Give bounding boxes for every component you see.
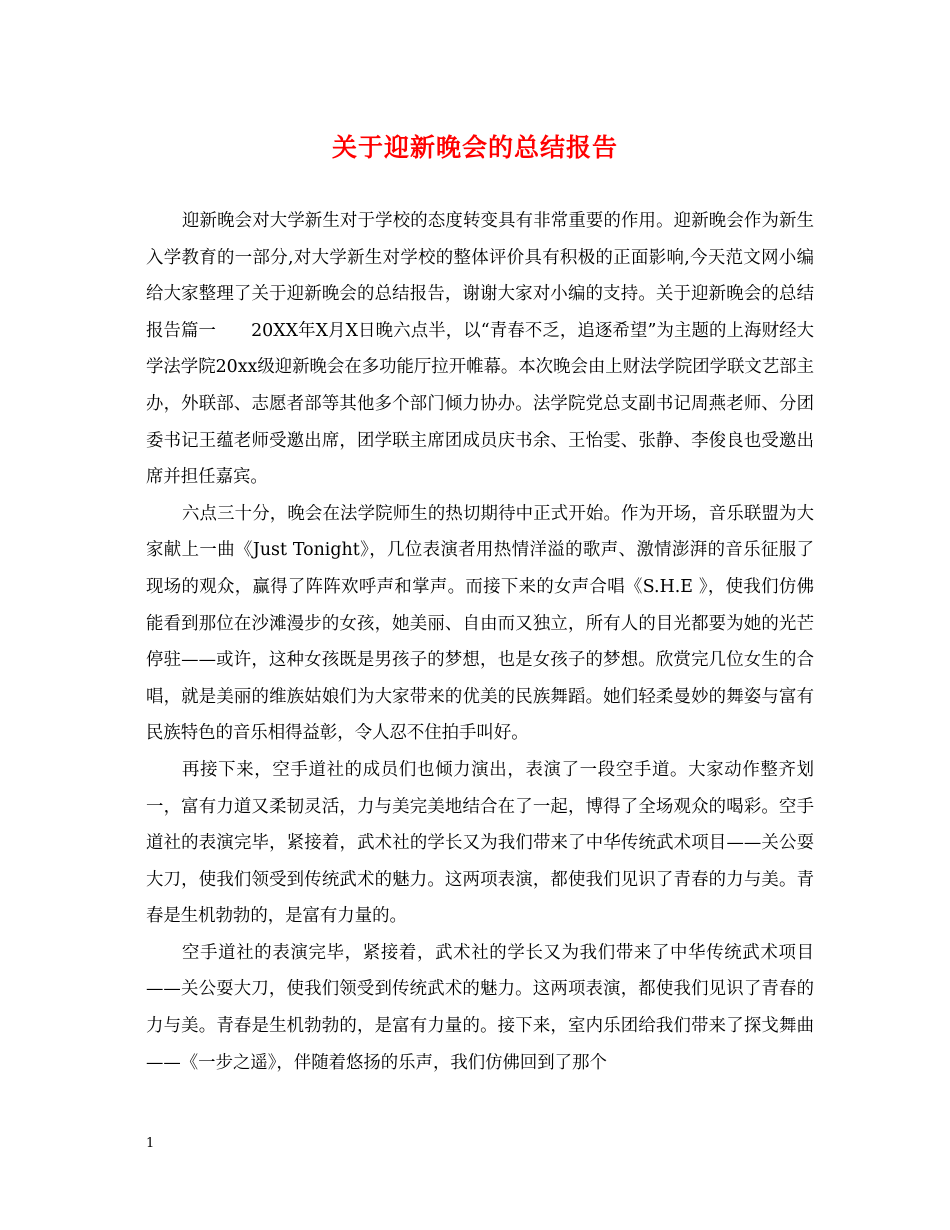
page-number: 1 [146, 1136, 155, 1151]
body-paragraph: 迎新晚会对大学新生对于学校的态度转变具有非常重要的作用。迎新晚会作为新生入学教育的一部分,对大学新生对学校的整体评价具有积极的正面影响,今天范文网小编给大家整理了关于迎新晚会的总结报告，谢谢大家对小编的支持。关于迎新晚会的总结报告篇一 20XX年X月X日晚六点半，以“青春不乏，追逐希望”为主题的上海财经大学法学院20xx级迎新晚会在多功能厅拉开帷幕。本次晚会由上财法学院团学联文艺部主办，外联部、志愿者部等其他多个部门倾力协办。法学院党总支副书记周燕老师、分团委书记王蕴老师受邀出席，团学联主席团成员庆书余、王怡雯、张静、李俊良也受邀出席并担任嘉宾。 [146, 211, 814, 488]
document-title: 关于迎新晚会的总结报告 [331, 133, 618, 162]
body-paragraph: 六点三十分，晚会在法学院师生的热切期待中正式开始。作为开场，音乐联盟为大家献上一曲《Just Tonight》，几位表演者用热情洋溢的歌声、激情澎湃的音乐征服了现场的观众，赢得了阵阵欢呼声和掌声。而接下来的女声合唱《S.H.E 》，使我们仿佛能看到那位在沙滩漫步的女孩，她美丽、自由而又独立，所有人的目光都要为她的光芒停驻——或许，这种女孩既是男孩子的梦想，也是女孩子的梦想。欣赏完几位女生的合唱，就是美丽的维族姑娘们为大家带来的优美的民族舞蹈。她们轻柔曼妙的舞姿与富有民族特色的音乐相得益彰，令人忍不住拍手叫好。 [146, 503, 814, 744]
body-paragraph: 空手道社的表演完毕，紧接着，武术社的学长又为我们带来了中华传统武术项目——关公耍大刀，使我们领受到传统武术的魅力。这两项表演，都使我们见识了青春的力与美。青春是生机勃勃的，是富有力量的。接下来，室内乐团给我们带来了探戈舞曲——《一步之遥》，伴随着悠扬的乐声，我们仿佛回到了那个 [146, 942, 814, 1073]
document-body [146, 203, 814, 1081]
body-paragraph: 再接下来，空手道社的成员们也倾力演出，表演了一段空手道。大家动作整齐划一，富有力道又柔韧灵活，力与美完美地结合在了一起，博得了全场观众的喝彩。空手道社的表演完毕，紧接着，武术社的学长又为我们带来了中华传统武术项目——关公耍大刀，使我们领受到传统武术的魅力。这两项表演，都使我们见识了青春的力与美。青春是生机勃勃的，是富有力量的。 [146, 759, 814, 927]
